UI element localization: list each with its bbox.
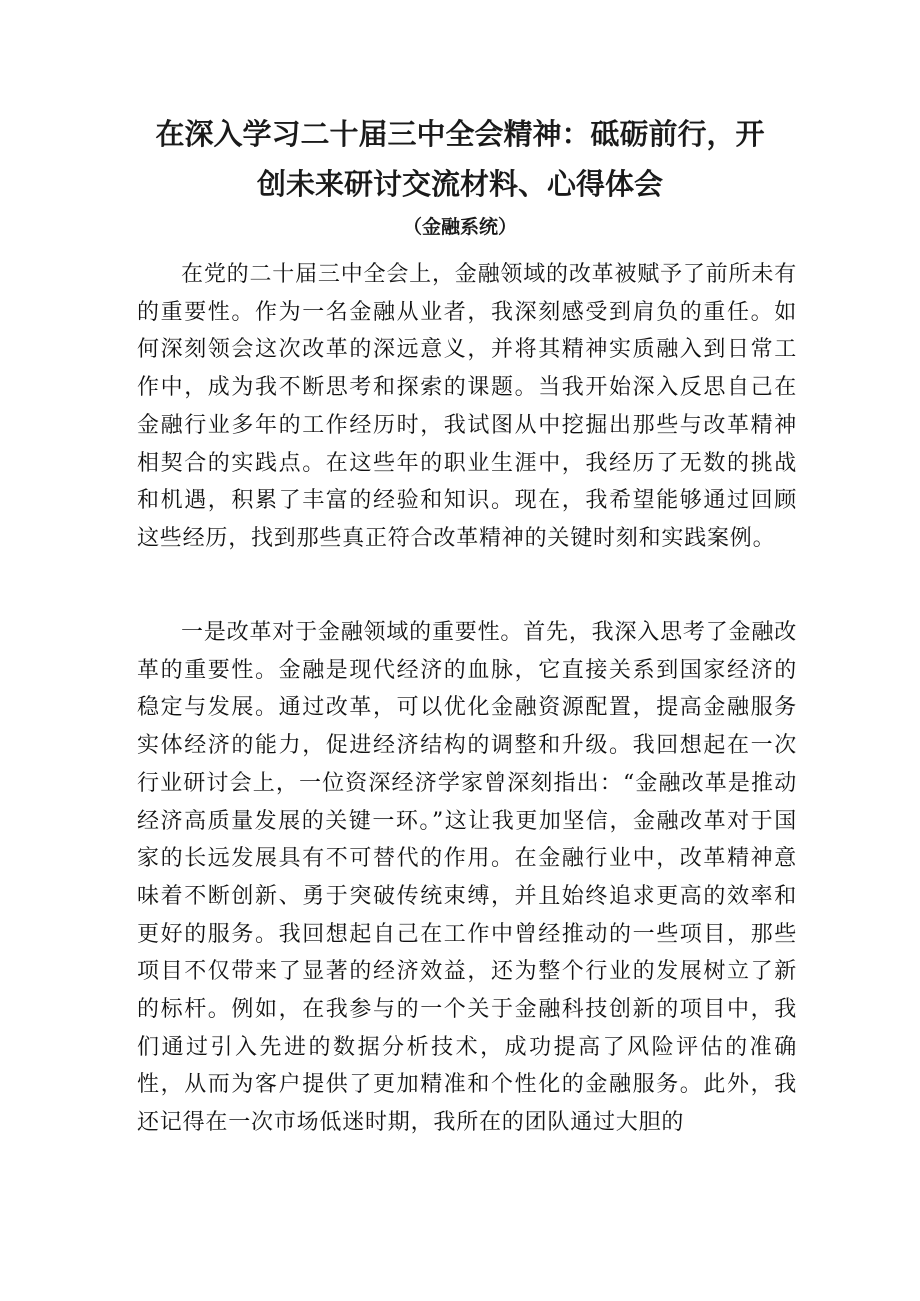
body-paragraph-1: 在党的二十届三中全会上，金融领域的改革被赋予了前所未有的重要性。作为一名金融从业者，我深刻感受到肩负的重任。如何深刻领会这次改革的深远意义，并将其精神实质融入到日常工作中，成为我不断思考和探索的课题。当我开始深入反思自己在金融行业多年的工作经历时，我试图从中挖掘出那些与改革精神相契合的实践点。在这些年的职业生涯中，我经历了无数的挑战和机遇，积累了丰富的经验和知识。现在，我希望能够通过回顾这些经历，找到那些真正符合改革精神的关键时刻和实践案例。 [137, 262, 797, 551]
document-subtitle: （金融系统） [402, 216, 517, 238]
body-paragraph-2: 一是改革对于金融领域的重要性。首先，我深入思考了金融改革的重要性。金融是现代经济的血脉，它直接关系到国家经济的稳定与发展。通过改革，可以优化金融资源配置，提高金融服务实体经济的能力，促进经济结构的调整和升级。我回想起在一次行业研讨会上，一位资深经济学家曾深刻指出：“金融改革是推动经济高质量发展的关键一环。”这让我更加坚信，金融改革对于国家的长远发展具有不可替代的作用。在金融行业中，改革精神意味着不断创新、勇于突破传统束缚，并且始终追求更高的效率和更好的服务。我回想起自己在工作中曾经推动的一些项目，那些项目不仅带来了显著的经济效益，还为整个行业的发展树立了新的标杆。例如，在我参与的一个关于金融科技创新的项目中，我们通过引入先进的数据分析技术，成功提高了风险评估的准确性，从而为客户提供了更加精准和个性化的金融服务。此外，我还记得在一次市场低迷时期，我所在的团队通过大胆的 [137, 620, 797, 1136]
document-title-line-1: 在深入学习二十届三中全会精神：砥砺前行，开 [155, 117, 765, 151]
document-title-line-2: 创未来研讨交流材料、心得体会 [256, 167, 663, 201]
